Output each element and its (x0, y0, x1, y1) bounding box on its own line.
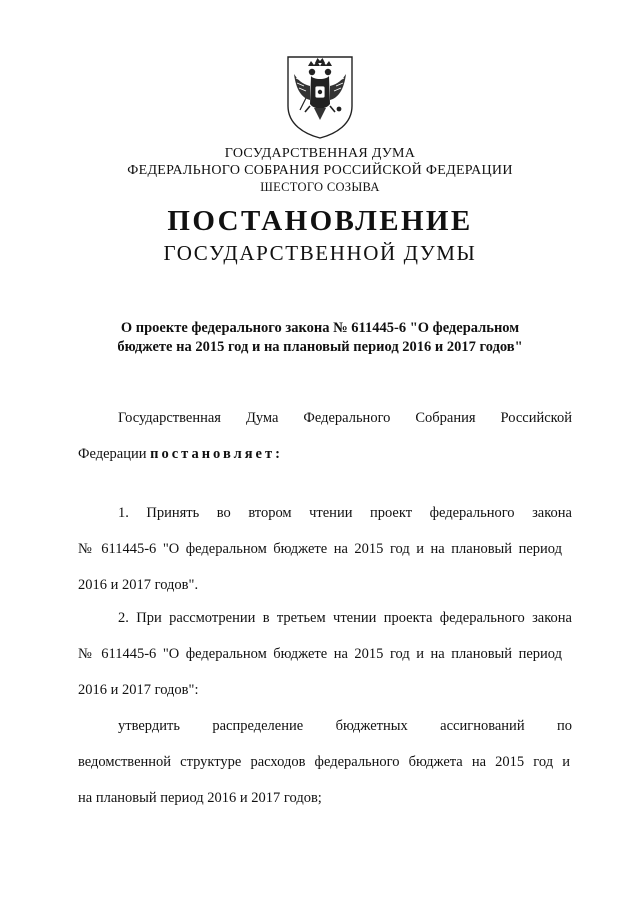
intro-line1: Государственная Дума Федерального Собрания Российской (118, 410, 572, 426)
intro-line2 (78, 445, 283, 463)
intro-line2-prefix: Федерации (78, 446, 147, 462)
p3-line3: на плановый период 2016 и 2017 годов; (78, 790, 322, 806)
p2-line2: № 611445-6 "О федеральном бюджете на 2015 год и на плановый период (78, 646, 562, 662)
p1-line1: 1. Принять во втором чтении проект федерального закона (118, 505, 572, 521)
resolution-heading-line2: бюджете на 2015 год и на плановый период 2016 и 2017 годов" (117, 339, 523, 355)
p1-line2: № 611445-6 "О федеральном бюджете на 2015 год и на плановый период (78, 541, 562, 557)
intro-line2-emphasis: постановляет: (150, 446, 283, 462)
p3-line1: утвердить распределение бюджетных ассигнований по (118, 718, 572, 734)
resolution-heading-line1: О проекте федерального закона № 611445-6 "О федеральном (120, 320, 520, 336)
org-line-federal-assembly: ФЕДЕРАЛЬНОГО СОБРАНИЯ РОССИЙСКОЙ ФЕДЕРАЦИИ (127, 163, 513, 178)
document-title: ПОСТАНОВЛЕНИЕ (167, 205, 473, 237)
p3-line2: ведомственной структуре расходов федерального бюджета на 2015 год и (78, 754, 570, 770)
org-line-duma: ГОСУДАРСТВЕННАЯ ДУМА (224, 146, 416, 161)
p2-line1: 2. При рассмотрении в третьем чтении проекта федерального закона (118, 610, 572, 626)
document-subtitle: ГОСУДАРСТВЕННОЙ ДУМЫ (163, 241, 477, 265)
p2-line3: 2016 и 2017 годов": (78, 682, 199, 698)
p1-line3: 2016 и 2017 годов". (78, 577, 199, 593)
org-line-convocation: ШЕСТОГО СОЗЫВА (260, 180, 380, 194)
coat-of-arms-icon (284, 54, 356, 140)
